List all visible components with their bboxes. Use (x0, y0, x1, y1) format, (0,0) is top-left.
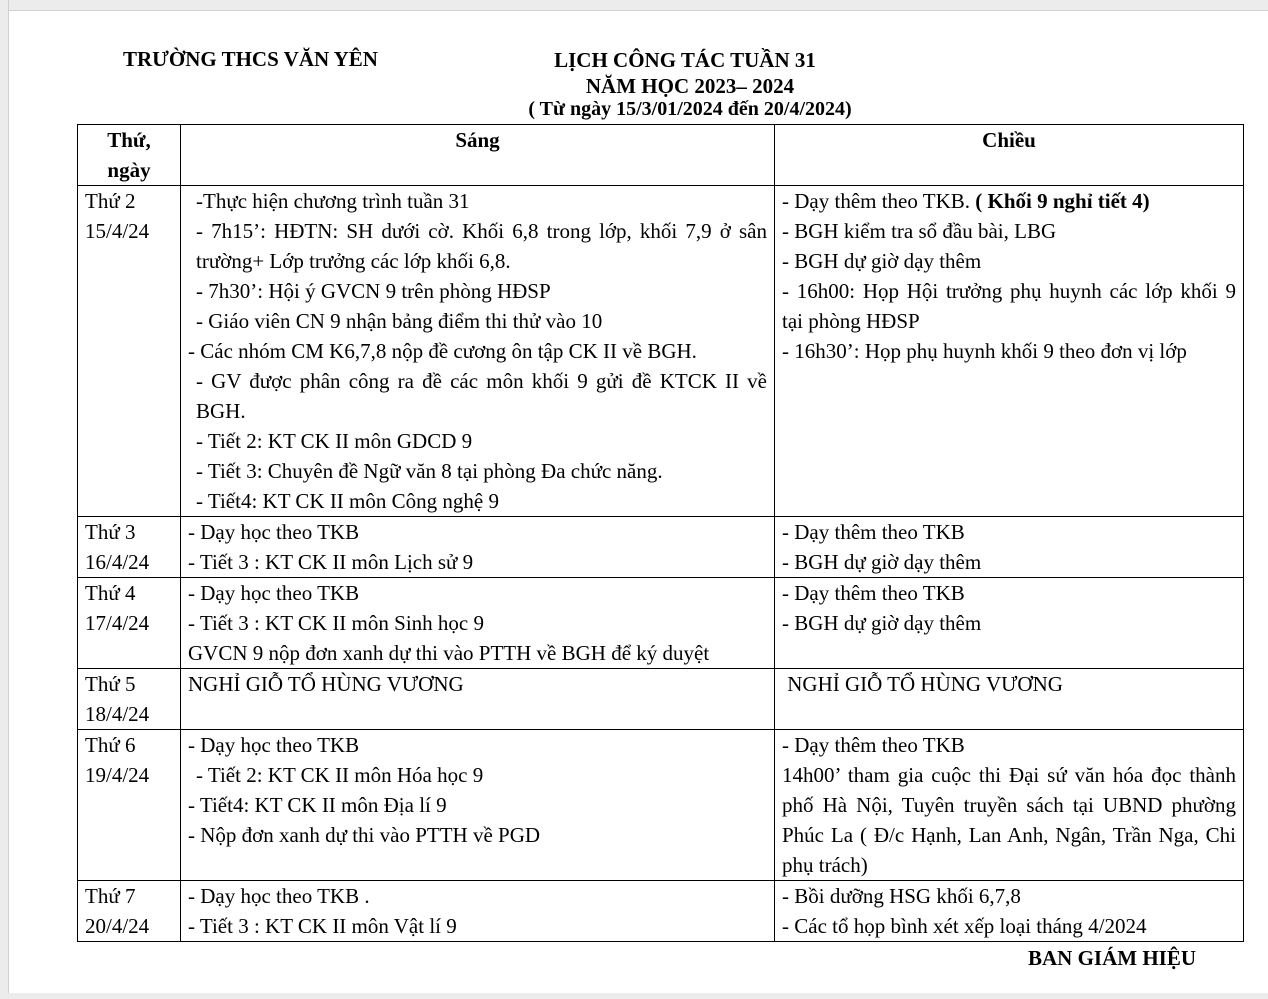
signature: BAN GIÁM HIỆU (1028, 946, 1197, 970)
day-date: 19/4/24 (85, 763, 150, 787)
schedule-item: - Tiết 3: Chuyên đề Ngữ văn 8 tại phòng Đa chức năng. (196, 459, 663, 483)
schedule-item: 14h00’ tham gia cuộc thi Đại sứ văn hóa đọc thành phố Hà Nội, Tuyên truyền sách tại UBND phường Phúc La ( Đ/c Hạnh, Lan Anh, Ngân, Trần Nga, Chi phụ trách) (782, 763, 1236, 877)
schedule-item: - Bồi dưỡng HSG khối 6,7,8 (782, 884, 1021, 908)
schedule-item: - Các tổ họp bình xét xếp loại tháng 4/2024 (782, 914, 1147, 938)
schedule-item: - Dạy học theo TKB (188, 733, 360, 757)
day-date: 15/4/24 (85, 219, 150, 243)
day-date: 16/4/24 (85, 550, 150, 574)
afternoon-cell (775, 517, 1244, 578)
morning-cell (181, 578, 775, 669)
header-day-line1: Thứ, (107, 128, 151, 152)
day-cell (78, 881, 181, 942)
day-name: Thứ 6 (85, 733, 136, 757)
schedule-item: - BGH dự giờ dạy thêm (782, 611, 982, 635)
schedule-item: - BGH kiểm tra sổ đầu bài, LBG (782, 219, 1057, 243)
schedule-item: - Tiết4: KT CK II môn Địa lí 9 (188, 793, 447, 817)
table-row-saturday (78, 881, 1244, 942)
schedule-item: - Dạy học theo TKB (188, 581, 360, 605)
table-row-friday (78, 730, 1244, 881)
day-cell (78, 669, 181, 730)
schedule-item: - Dạy thêm theo TKB (782, 581, 965, 605)
table-row-wednesday (78, 578, 1244, 669)
day-date: 18/4/24 (85, 702, 150, 726)
schedule-item-text: - Dạy thêm theo TKB. (782, 189, 976, 213)
table-header-row (78, 125, 1244, 186)
page-edge-left (0, 0, 9, 999)
schedule-item: - Tiết4: KT CK II môn Công nghệ 9 (196, 489, 499, 513)
table-row-thursday (78, 669, 1244, 730)
header-day-line2: ngày (107, 158, 151, 182)
morning-cell (181, 881, 775, 942)
schedule-item: - Tiết 2: KT CK II môn GDCD 9 (196, 429, 473, 453)
school-name: TRƯỜNG THCS VĂN YÊN (123, 47, 378, 71)
table-row-tuesday (78, 517, 1244, 578)
schedule-item: - BGH dự giờ dạy thêm (782, 249, 982, 273)
morning-cell (181, 669, 775, 730)
day-name: Thứ 3 (85, 520, 136, 544)
document-title (480, 47, 900, 119)
day-date: 17/4/24 (85, 611, 150, 635)
day-name: Thứ 7 (85, 884, 136, 908)
schedule-item: -Thực hiện chương trình tuần 31 (196, 189, 470, 213)
day-name: Thứ 4 (85, 581, 136, 605)
day-date: 20/4/24 (85, 914, 150, 938)
schedule-item: NGHỈ GIỖ TỔ HÙNG VƯƠNG (782, 672, 1063, 696)
afternoon-cell (775, 730, 1244, 881)
schedule-item: - Dạy thêm theo TKB (782, 520, 965, 544)
schedule-item: - Tiết 2: KT CK II môn Hóa học 9 (196, 763, 484, 787)
schedule-item: GVCN 9 nộp đơn xanh dự thi vào PTTH về BGH để ký duyệt (188, 641, 710, 665)
day-cell (78, 517, 181, 578)
day-name: Thứ 2 (85, 189, 136, 213)
day-cell (78, 578, 181, 669)
schedule-item: - GV được phân công ra đề các môn khối 9 gửi đề KTCK II về BGH. (196, 369, 767, 423)
schedule-item: - Nộp đơn xanh dự thi vào PTTH về PGD (188, 823, 541, 847)
schedule-item: - Tiết 3 : KT CK II môn Vật lí 9 (188, 914, 457, 938)
schedule-item (782, 186, 1236, 216)
page-edge-top (0, 0, 1268, 11)
schedule-item: - 16h30’: Họp phụ huynh khối 9 theo đơn vị lớp (782, 339, 1187, 363)
schedule-item: - 7h15’: HĐTN: SH dưới cờ. Khối 6,8 trong lớp, khối 7,9 ở sân trường+ Lớp trưởng các lớp khối 6,8. (196, 219, 767, 273)
day-name: Thứ 5 (85, 672, 136, 696)
afternoon-cell (775, 881, 1244, 942)
header-afternoon: Chiều (775, 125, 1244, 186)
afternoon-cell (775, 669, 1244, 730)
schedule-item: - 16h00: Họp Hội trưởng phụ huynh các lớp khối 9 tại phòng HĐSP (782, 279, 1236, 333)
table-row-monday (78, 186, 1244, 517)
schedule-item: NGHỈ GIỖ TỔ HÙNG VƯƠNG (188, 672, 464, 696)
morning-cell (181, 730, 775, 881)
page-edge-bottom (0, 993, 1268, 999)
schedule-item: - Tiết 3 : KT CK II môn Sinh học 9 (188, 611, 484, 635)
title-line-3: ( Từ ngày 15/3/01/2024 đến 20/4/2024) (528, 98, 852, 120)
schedule-item-note: ( Khối 9 nghỉ tiết 4) (975, 189, 1150, 213)
morning-cell (181, 517, 775, 578)
day-cell (78, 730, 181, 881)
header-day (78, 125, 181, 186)
afternoon-cell (775, 186, 1244, 517)
afternoon-cell (775, 578, 1244, 669)
schedule-item: - Tiết 3 : KT CK II môn Lịch sử 9 (188, 550, 474, 574)
title-line-1: LỊCH CÔNG TÁC TUẦN 31 (554, 48, 816, 72)
morning-cell (181, 186, 775, 517)
schedule-item: - Dạy thêm theo TKB (782, 733, 965, 757)
schedule-item: - Các nhóm CM K6,7,8 nộp đề cương ôn tập CK II về BGH. (188, 339, 697, 363)
title-line-2: NĂM HỌC 2023– 2024 (585, 74, 795, 98)
header-morning: Sáng (181, 125, 775, 186)
day-cell (78, 186, 181, 517)
schedule-table (77, 124, 1244, 942)
schedule-item: - Giáo viên CN 9 nhận bảng điểm thi thử vào 10 (196, 309, 603, 333)
schedule-item: - Dạy học theo TKB (188, 520, 360, 544)
schedule-item: - BGH dự giờ dạy thêm (782, 550, 982, 574)
schedule-item: - Dạy học theo TKB . (188, 884, 370, 908)
schedule-item: - 7h30’: Hội ý GVCN 9 trên phòng HĐSP (196, 279, 551, 303)
